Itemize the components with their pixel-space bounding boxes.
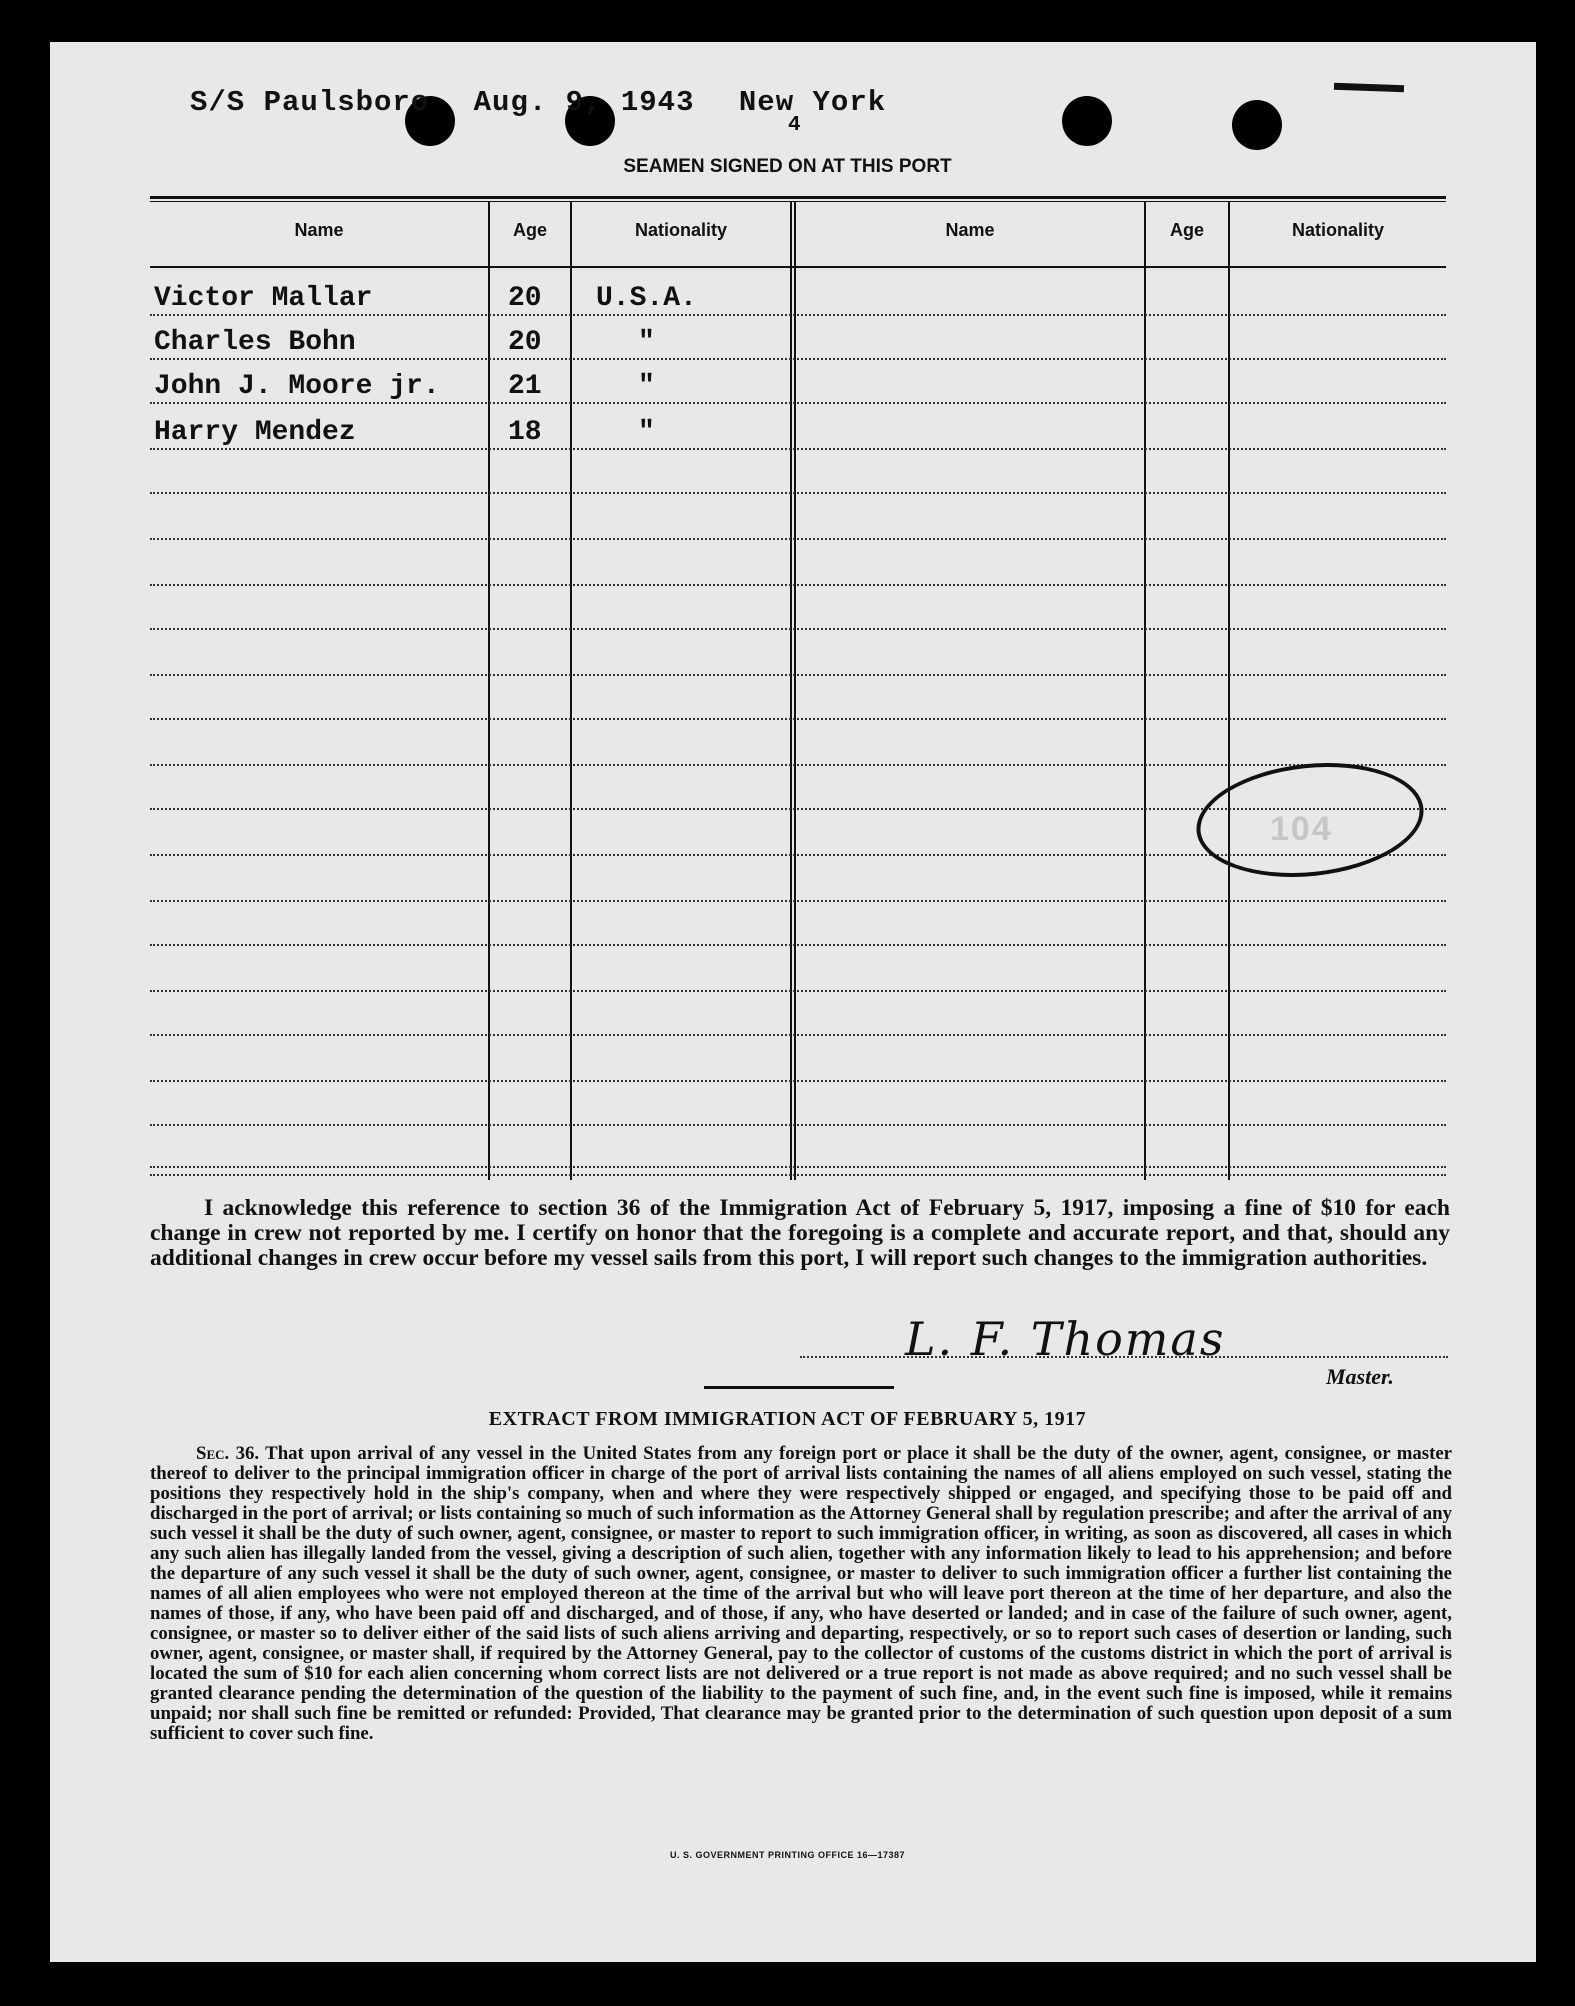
column-header-age: Age <box>512 220 547 240</box>
punch-hole <box>1062 96 1112 146</box>
empty-row <box>150 454 1446 494</box>
vessel-name: S/S Paulsboro <box>190 86 430 119</box>
page-number: 4 <box>788 114 801 137</box>
crew-table <box>150 196 1446 1180</box>
table-row <box>150 320 1446 360</box>
seaman-name: Charles Bohn <box>154 327 356 358</box>
section-divider <box>704 1386 894 1389</box>
port-name: New York <box>738 86 887 119</box>
punch-hole <box>1232 100 1282 150</box>
seaman-nationality: " <box>638 371 655 402</box>
empty-row <box>150 996 1446 1036</box>
stamp-number: 104 <box>1270 810 1333 848</box>
empty-row <box>150 906 1446 946</box>
signature-role: Master. <box>1326 1364 1394 1389</box>
seaman-name: Harry Mendez <box>154 417 356 448</box>
empty-row <box>150 1128 1446 1168</box>
table-top-rule <box>150 196 1446 202</box>
column-header-name: Name <box>294 220 344 240</box>
seaman-nationality: " <box>638 327 655 358</box>
section-body: That upon arrival of any vessel in the United States from any foreign port or place it shall be the duty of the owner, agent, consignee, or master thereof to deliver to the principal immigration officer in charge of the port of arrival lists containing the names of all aliens employed on such vessel, stating the positions they respectively hold in the ship's company, when and where they were respectively shipped or engaged, and specifying those to be paid off and discharged in the port of arrival; or lists containing so much of such information as the Attorney General shall by regulation prescribe; and after the arrival of any such vessel it shall be the duty of such owner, agent, consignee, or master to report to such immigration officer, in writing, as soon as discovered, all cases in which any such alien has illegally landed from the vessel, giving a description of such alien, together with any information likely to lead to his apprehension; and before the departure of any such vessel it shall be the duty of such owner, agent, consignee, or master to deliver to such immigration officer a further list containing the names of all alien employees who were not employed thereon at the time of the arrival but who will leave port thereon at the time of her departure, and also the names of those, if any, who have been paid off and discharged, and of those, if any, who have deserted or landed; and in case of the failure of such owner, agent, consignee, or master so to deliver either of the said lists of such aliens arriving and departing, respectively, or so to report such cases of desertion or landing, such owner, agent, consignee, or master shall, if required by the Attorney General, pay to the collector of customs of the customs district in which the port of arrival is located the sum of $10 for each alien concerning whom correct lists are not delivered or a true report is not made as above required; and no such vessel shall be granted clearance pending the determination of the question of the liability to the payment of such fine, and, in the event such fine is imposed, while it remains unpaid; nor shall such fine be remitted or refunded: Provided, That clearance may be granted prior to the determination of such question upon deposit of a sum sufficient to cover such fine. <box>150 1443 1452 1744</box>
seaman-nationality: " <box>638 417 655 448</box>
table-row <box>150 364 1446 404</box>
column-header-nationality: Nationality <box>1291 220 1384 240</box>
empty-row <box>150 1086 1446 1126</box>
table-row <box>150 410 1446 450</box>
table-bottom-rule <box>150 1174 1446 1176</box>
master-signature: L. F. Thomas <box>905 1312 1226 1366</box>
seaman-nationality: U.S.A. <box>596 283 697 314</box>
seaman-age: 18 <box>508 417 542 448</box>
acknowledgement-paragraph: I acknowledge this reference to section 36 of the Immigration Act of February 5, 1917, imposing a fine of $10 for each change in crew not reported by me. I certify on honor that the foregoing is a complete and accurate report, and that, should any additional changes in crew occur before my vessel sails from this port, I will report such changes to the immigration authorities. <box>150 1195 1450 1271</box>
column-header-age: Age <box>1169 220 1204 240</box>
report-date: Aug. 9, 1943 <box>473 86 695 119</box>
seaman-age: 21 <box>508 371 542 402</box>
section-label: Sec. 36. <box>196 1443 260 1464</box>
form-title: SEAMEN SIGNED ON AT THIS PORT <box>623 156 952 177</box>
empty-row <box>150 500 1446 540</box>
extract-title: EXTRACT FROM IMMIGRATION ACT OF FEBRUARY 5, 1917 <box>488 1408 1087 1430</box>
seaman-age: 20 <box>508 327 542 358</box>
header-rule <box>150 266 1446 268</box>
column-header-name: Name <box>945 220 995 240</box>
empty-row <box>150 590 1446 630</box>
empty-row <box>150 680 1446 720</box>
printer-imprint: U. S. GOVERNMENT PRINTING OFFICE 16—17387 <box>669 1850 906 1860</box>
empty-row <box>150 952 1446 992</box>
seaman-name: Victor Mallar <box>154 283 373 314</box>
seaman-name: John J. Moore jr. <box>154 371 440 402</box>
empty-row <box>150 1042 1446 1082</box>
signature-line <box>800 1356 1448 1358</box>
typed-header <box>190 86 912 119</box>
empty-row <box>150 636 1446 676</box>
table-row <box>150 276 1446 316</box>
seaman-age: 20 <box>508 283 542 314</box>
extract-text <box>150 1444 1452 1744</box>
empty-row <box>150 546 1446 586</box>
column-header-nationality: Nationality <box>634 220 727 240</box>
empty-row <box>150 726 1446 766</box>
